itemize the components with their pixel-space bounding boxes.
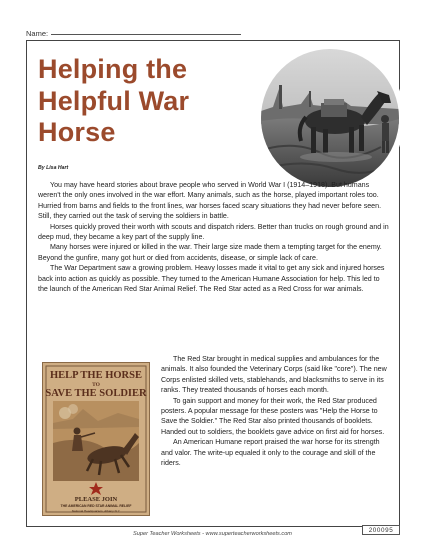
poster-hq-line: National Headquarters, Albany N.Y. [71,509,121,513]
title-line: Helpful War [38,85,190,116]
worksheet-code: 200095 [362,525,400,535]
article-body-right [161,354,389,468]
paragraph: An American Humane report praised the war horse for its strength and valor. The write-up equaled it only to the courage and skill of the riders. [161,438,380,468]
name-field [26,29,241,38]
paragraph: The Red Star brought in medical supplies and ambulances for the animals. It also founded the Veterinary Corps (said like "core"). The new Corps enlisted skilled vets, stablehands, and blacksmiths to serve in its ranks. They treated thousands of horses each month. [161,355,387,395]
name-blank-line [51,34,241,35]
article-body-top [38,180,390,294]
paragraph: Many horses were injured or killed in the war. Their large size made them a tempting target for the enemy. Beyond the gunfire, many got hurt or died from accidents, disease, or simple lack of care. [38,243,382,262]
poster-headline-1: HELP THE HORSE [49,370,143,381]
poster-headline-2: SAVE THE SOLDIER [45,388,147,399]
paragraph: The War Department saw a growing problem. Heavy losses made it vital to get any sick and injured horses back into action as quickly as possible. They turned to the American Humane Association for help. This led to the launch of the American Red Star Animal Relief. The Red Star acted as a Red Cross for war animals. [38,264,385,294]
byline: By Lisa Hart [38,165,69,171]
poster-headline-to: TO [92,382,100,388]
paragraph: To gain support and money for their work, the Red Star produced posters. A popular message for these posters was "Help the Horse to Save the Soldier." The Red Star also printed thousands of booklets. Handed out to soldiers, the booklets gave advice on first aid for horses. [161,396,385,436]
title-line: Helping the [38,54,188,84]
name-label: Name: [26,29,49,38]
paragraph: Horses quickly proved their worth with scouts and dispatch riders. Better than trucks on rough ground and in deep mud, they became a key part of the supply line. [38,222,389,242]
paragraph: You may have heard stories about brave people who served in World War I (1914–1918). But humans weren't the only ones involved in the war effort. Many animals, such as the horse, played important roles too. Hurried from barns and fields to the front lines, war horses faced scary situations they had never before seen. Still, they carried out the task of serving the soldiers in battle. [38,181,382,221]
title-line: Horse [38,117,116,147]
poster-org-line: THE AMERICAN RED STAR ANIMAL RELIEF [60,504,132,508]
poster-join: PLEASE JOIN [74,496,118,503]
war-horse-photo [255,43,405,193]
article-title [38,54,253,149]
help-the-horse-poster [42,362,150,516]
footer-credit: Super Teacher Worksheets - www.superteacherworksheets.com [133,531,292,537]
